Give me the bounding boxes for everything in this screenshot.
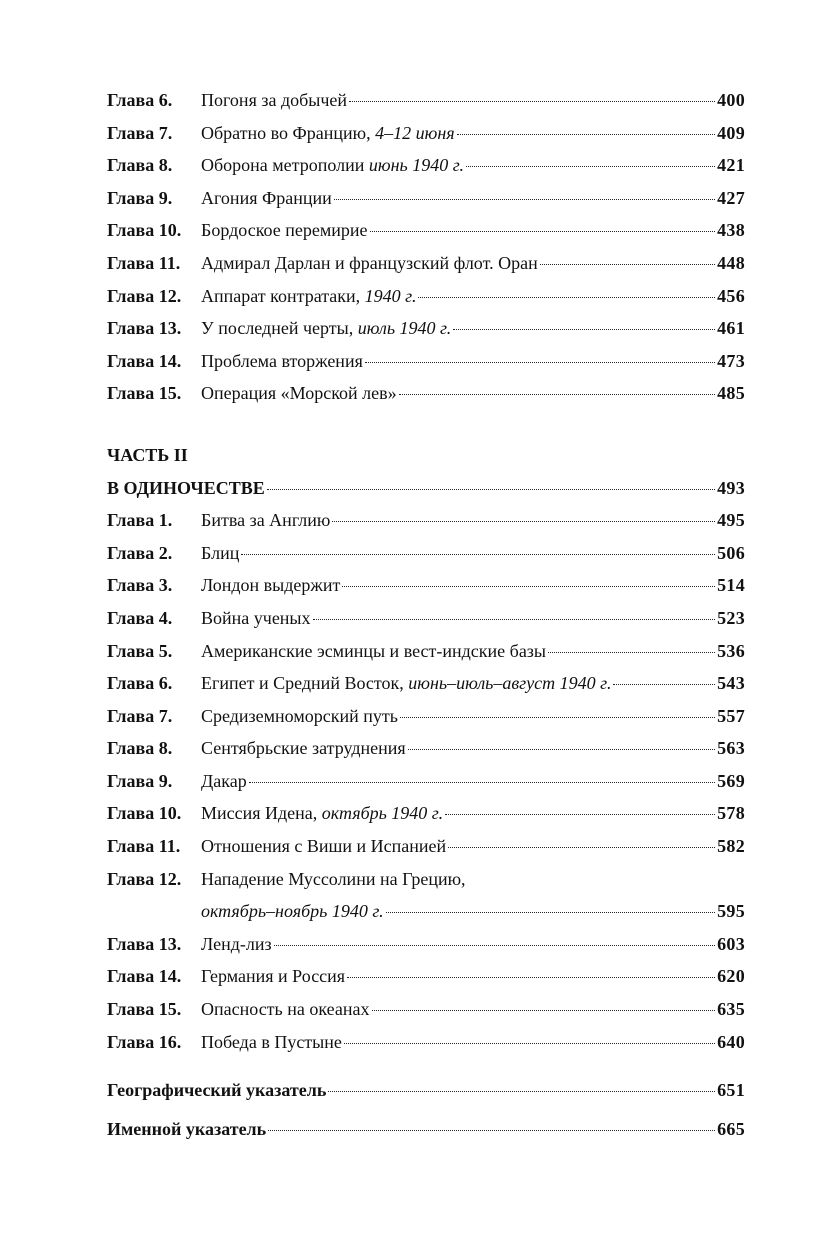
page-number: 582 — [717, 836, 745, 857]
chapter-title-text: Битва за Англию — [201, 510, 331, 531]
chapter-label: Глава 4. — [107, 607, 173, 628]
dot-leader — [453, 329, 715, 330]
dot-leader — [445, 814, 715, 815]
chapter-title — [201, 765, 247, 798]
toc-row — [107, 635, 745, 668]
chapter-label: Глава 12. — [107, 285, 182, 306]
toc-row — [107, 602, 745, 635]
chapter-title — [201, 504, 330, 537]
toc-row — [107, 993, 745, 1026]
toc-row — [107, 504, 745, 537]
chapter-title-italic: июль 1940 г. — [357, 318, 452, 339]
chapter-title — [201, 149, 464, 182]
chapter-label: Глава 6. — [107, 673, 173, 694]
dot-leader — [399, 394, 715, 395]
chapter-title-italic: 1940 г. — [364, 285, 417, 306]
page-number: 493 — [717, 477, 745, 498]
dot-leader — [408, 749, 715, 750]
chapter-label: Глава 16. — [107, 1031, 182, 1052]
page-number: 409 — [717, 122, 745, 143]
chapter-title-text: У последней черты, — [201, 318, 358, 339]
toc-row — [107, 732, 745, 765]
page-number: 563 — [717, 738, 745, 759]
toc-row — [107, 214, 745, 247]
toc-row — [107, 345, 745, 378]
dot-leader — [372, 1010, 716, 1011]
dot-leader — [313, 619, 716, 620]
chapter-label: Глава 10. — [107, 220, 182, 241]
section-spacer — [107, 1058, 745, 1074]
chapter-title — [201, 667, 611, 700]
chapter-title — [201, 830, 446, 863]
page-number: 448 — [717, 252, 745, 273]
chapter-title — [201, 700, 398, 733]
dot-leader — [365, 362, 715, 363]
toc-row — [107, 537, 745, 570]
dot-leader — [344, 1043, 715, 1044]
chapter-title — [201, 1026, 342, 1059]
chapter-title-text: Ленд-лиз — [201, 933, 272, 954]
dot-leader — [274, 945, 716, 946]
page-number: 543 — [717, 673, 745, 694]
page-number: 506 — [717, 542, 745, 563]
chapter-title-text: Отношения с Виши и Испанией — [201, 836, 447, 857]
chapter-title-text: Дакар — [201, 770, 247, 791]
chapter-title-text: Аппарат контратаки, — [201, 285, 365, 306]
chapter-label: Глава 9. — [107, 770, 173, 791]
chapter-title-italic: октябрь 1940 г. — [321, 803, 444, 824]
section-spacer — [107, 410, 745, 439]
toc-row — [107, 280, 745, 313]
page-number: 557 — [717, 705, 745, 726]
chapter-title — [201, 84, 347, 117]
page-number: 603 — [717, 933, 745, 954]
chapter-title — [201, 214, 368, 247]
chapter-title — [201, 377, 397, 410]
page-number: 400 — [717, 90, 745, 110]
toc-row — [107, 1026, 745, 1059]
chapter-label: Глава 14. — [107, 966, 182, 987]
chapter-title — [201, 280, 416, 313]
chapter-title — [201, 569, 340, 602]
page-number: 578 — [717, 803, 745, 824]
chapter-title-text: Агония Франции — [201, 187, 332, 208]
chapter-label: Глава 5. — [107, 640, 173, 661]
chapter-title — [201, 635, 546, 668]
dot-leader — [328, 1091, 715, 1092]
page-number: 495 — [717, 510, 745, 531]
dot-leader — [332, 521, 715, 522]
part-title-row — [107, 472, 745, 505]
chapter-title — [201, 312, 451, 345]
page-number: 595 — [717, 901, 745, 922]
chapter-label: Глава 13. — [107, 318, 182, 339]
toc-row — [107, 569, 745, 602]
chapter-title — [201, 732, 406, 765]
dot-leader — [342, 586, 715, 587]
part1-chapter-list — [107, 84, 745, 410]
chapter-title-text: Бордоское перемирие — [201, 220, 368, 241]
dot-leader — [249, 782, 715, 783]
chapter-label: Глава 8. — [107, 738, 173, 759]
page-number: 620 — [717, 966, 745, 987]
page-number: 651 — [717, 1080, 745, 1101]
page-number: 640 — [717, 1031, 745, 1052]
chapter-title-text: Оборона метрополии — [201, 155, 369, 176]
part-heading: ЧАСТЬ II — [107, 444, 188, 465]
chapter-title-text: Миссия Идена, — [201, 803, 322, 824]
chapter-label: Глава 15. — [107, 999, 182, 1020]
page-number: 461 — [717, 318, 745, 339]
chapter-title-text: Опасность на океанах — [201, 999, 370, 1020]
chapter-title — [201, 928, 272, 961]
dot-leader — [349, 101, 715, 102]
dot-leader — [267, 489, 715, 490]
chapter-title-text: Обратно во Францию, — [201, 122, 376, 143]
chapter-title-text: Американские эсминцы и вест-индские базы — [201, 640, 547, 661]
index-title: Именной указатель — [107, 1118, 267, 1139]
chapter-title — [201, 537, 239, 570]
chapter-title-text: Адмирал Дарлан и французский флот. Оран — [201, 252, 538, 273]
page-number: 456 — [717, 285, 745, 306]
toc-row — [107, 247, 745, 280]
chapter-label: Глава 7. — [107, 705, 173, 726]
chapter-title-text: Война ученых — [201, 607, 311, 628]
chapter-title-italic: июнь–июль–август 1940 г. — [408, 673, 612, 694]
dot-leader — [268, 1130, 715, 1131]
chapter-title — [201, 182, 332, 215]
toc-row — [107, 928, 745, 961]
chapter-title-text: Лондон выдержит — [201, 575, 341, 596]
chapter-title — [201, 247, 538, 280]
chapter-label: Глава 7. — [107, 122, 173, 143]
chapter-title — [201, 345, 363, 378]
toc-row — [107, 960, 745, 993]
chapter-label: Глава 2. — [107, 542, 173, 563]
chapter-title — [201, 960, 345, 993]
toc-row-geographic-index — [107, 1074, 745, 1107]
toc-row — [107, 84, 745, 117]
dot-leader — [457, 134, 715, 135]
part2-chapter-list — [107, 504, 745, 863]
chapter-label: Глава 3. — [107, 575, 173, 596]
chapter-label: Глава 10. — [107, 803, 182, 824]
dot-leader — [241, 554, 715, 555]
chapter-title-continued — [201, 895, 384, 928]
chapter-label: Глава 1. — [107, 510, 173, 531]
chapter-label: Глава 6. — [107, 90, 173, 110]
dot-leader — [540, 264, 715, 265]
toc-row — [107, 312, 745, 345]
chapter-title: Нападение Муссолини на Грецию, — [201, 868, 466, 889]
page-number: 514 — [717, 575, 745, 596]
chapter-title-text: Сентябрьские затруднения — [201, 738, 406, 759]
part-title: В ОДИНОЧЕСТВЕ — [107, 477, 265, 498]
chapter-title-text: Египет и Средний Восток, — [201, 673, 409, 694]
toc-row-name-index — [107, 1113, 745, 1146]
chapter-title — [201, 797, 443, 830]
chapter-title-text: Средиземноморский путь — [201, 705, 398, 726]
chapter-title-italic: июнь 1940 г. — [368, 155, 464, 176]
toc-row — [107, 149, 745, 182]
chapter-title — [201, 117, 455, 150]
chapter-label: Глава 8. — [107, 155, 173, 176]
chapter-label: Глава 12. — [107, 868, 182, 889]
toc-row — [107, 182, 745, 215]
chapter-title-text: Погоня за добычей — [201, 90, 348, 110]
chapter-label: Глава 11. — [107, 836, 181, 857]
chapter-label: Глава 14. — [107, 350, 182, 371]
dot-leader — [370, 231, 716, 232]
toc-row — [107, 117, 745, 150]
toc-row — [107, 830, 745, 863]
toc-row — [107, 765, 745, 798]
chapter-label: Глава 13. — [107, 933, 182, 954]
dot-leader — [448, 847, 715, 848]
dot-leader — [386, 912, 715, 913]
chapter-title-italic: 4–12 июня — [375, 122, 455, 143]
page-number: 665 — [717, 1118, 745, 1139]
page-number: 421 — [717, 155, 745, 176]
dot-leader — [347, 977, 715, 978]
toc-row — [107, 797, 745, 830]
index-title: Географический указатель — [107, 1080, 327, 1101]
toc-row — [107, 700, 745, 733]
toc-row — [107, 377, 745, 410]
chapter-label: Глава 9. — [107, 187, 173, 208]
part2-chapter-list-continued — [107, 928, 745, 1058]
chapter-title — [201, 602, 311, 635]
toc-row-chapter-12-continued — [107, 895, 745, 928]
toc-row-chapter-12 — [107, 863, 745, 896]
dot-leader — [613, 684, 715, 685]
chapter-title-text: Проблема вторжения — [201, 350, 363, 371]
dot-leader — [334, 199, 715, 200]
page-number: 523 — [717, 607, 745, 628]
toc-row — [107, 667, 745, 700]
chapter-title-text: Операция «Морской лев» — [201, 383, 397, 404]
page-number: 635 — [717, 999, 745, 1020]
chapter-label: Глава 11. — [107, 252, 181, 273]
dot-leader — [548, 652, 715, 653]
page-number: 536 — [717, 640, 745, 661]
chapter-title — [201, 993, 370, 1026]
chapter-label: Глава 15. — [107, 383, 182, 404]
chapter-title-text: Победа в Пустыне — [201, 1031, 342, 1052]
page-number: 569 — [717, 770, 745, 791]
table-of-contents — [107, 84, 745, 1145]
chapter-title-italic: октябрь–ноябрь 1940 г. — [201, 901, 384, 922]
dot-leader — [400, 717, 715, 718]
chapter-title-text: Германия и Россия — [201, 966, 346, 987]
chapter-title-text: Блиц — [201, 542, 240, 563]
page-number: 473 — [717, 350, 745, 371]
page-number: 485 — [717, 383, 745, 404]
page-number: 438 — [717, 220, 745, 241]
dot-leader — [466, 166, 715, 167]
page-number: 427 — [717, 187, 745, 208]
dot-leader — [418, 297, 715, 298]
